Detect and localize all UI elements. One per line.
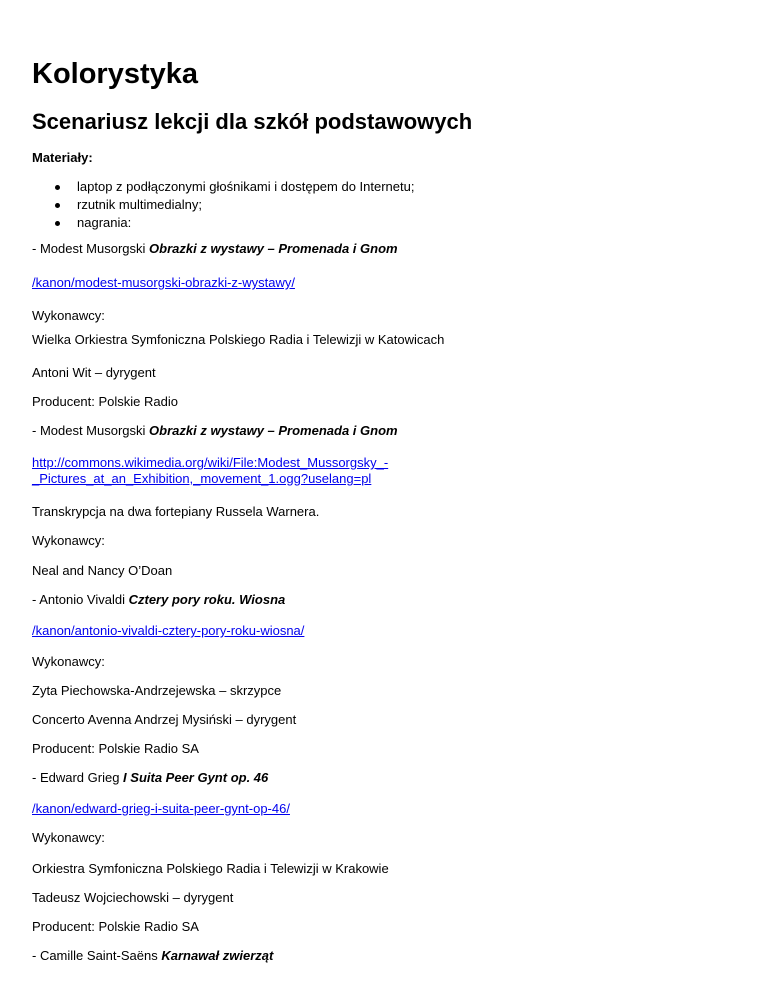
performer: Wielka Orkiestra Symfoniczna Polskiego Radia i Telewizji w Katowicach <box>32 332 445 347</box>
work-title: Cztery pory roku. Wiosna <box>128 592 286 607</box>
performer: Zyta Piechowska-Andrzejewska – skrzypce <box>32 683 282 698</box>
page-subtitle: Scenariusz lekcji dla szkół podstawowych <box>32 109 473 134</box>
materials-list <box>32 178 414 232</box>
list-item: laptop z podłączonymi głośnikami i dostępem do Internetu; <box>32 178 414 196</box>
work-title: I Suita Peer Gynt op. 46 <box>123 770 269 785</box>
transcription-note: Transkrypcja na dwa fortepiany Russela Warnera. <box>32 504 320 519</box>
recording-link[interactable]: /kanon/modest-musorgski-obrazki-z-wystawy/ <box>32 275 295 290</box>
performer: Tadeusz Wojciechowski – dyrygent <box>32 890 234 905</box>
work-title: Karnawał zwierząt <box>161 948 274 963</box>
work-title: Obrazki z wystawy – Promenada i Gnom <box>149 241 398 256</box>
recording-heading: - Edward Grieg I Suita Peer Gynt op. 46 <box>32 770 269 785</box>
bullet-icon <box>55 185 60 190</box>
bullet-icon <box>55 221 60 226</box>
recording-heading: - Modest Musorgski Obrazki z wystawy – Promenada i Gnom <box>32 423 398 438</box>
performers-label: Wykonawcy: <box>32 830 105 845</box>
performer: Orkiestra Symfoniczna Polskiego Radia i Telewizji w Krakowie <box>32 861 389 876</box>
recording-heading: - Antonio Vivaldi Cztery pory roku. Wiosna <box>32 592 286 607</box>
page-title: Kolorystyka <box>32 58 199 90</box>
performer: Concerto Avenna Andrzej Mysiński – dyrygent <box>32 712 297 727</box>
performers-label: Wykonawcy: <box>32 533 105 548</box>
recording-heading: - Modest Musorgski Obrazki z wystawy – Promenada i Gnom <box>32 241 398 256</box>
recording-heading: - Camille Saint-Saëns Karnawał zwierząt <box>32 948 274 963</box>
list-item: nagrania: <box>32 214 414 232</box>
performers-label: Wykonawcy: <box>32 308 105 323</box>
performer: Antoni Wit – dyrygent <box>32 365 156 380</box>
list-item: rzutnik multimedialny; <box>32 196 414 214</box>
bullet-icon <box>55 203 60 208</box>
materials-label: Materiały: <box>32 150 93 165</box>
recording-link-continued[interactable]: _Pictures_at_an_Exhibition,_movement_1.ogg?uselang=pl <box>32 471 372 486</box>
producer: Producent: Polskie Radio SA <box>32 919 199 934</box>
producer: Producent: Polskie Radio SA <box>32 741 199 756</box>
work-title: Obrazki z wystawy – Promenada i Gnom <box>149 423 398 438</box>
recording-link[interactable]: http://commons.wikimedia.org/wiki/File:Modest_Mussorgsky_- <box>32 455 389 470</box>
recording-link[interactable]: /kanon/edward-grieg-i-suita-peer-gynt-op-46/ <box>32 801 290 816</box>
performer: Neal and Nancy O’Doan <box>32 563 173 578</box>
performers-label: Wykonawcy: <box>32 654 105 669</box>
recording-link[interactable]: /kanon/antonio-vivaldi-cztery-pory-roku-wiosna/ <box>32 623 305 638</box>
producer: Producent: Polskie Radio <box>32 394 178 409</box>
